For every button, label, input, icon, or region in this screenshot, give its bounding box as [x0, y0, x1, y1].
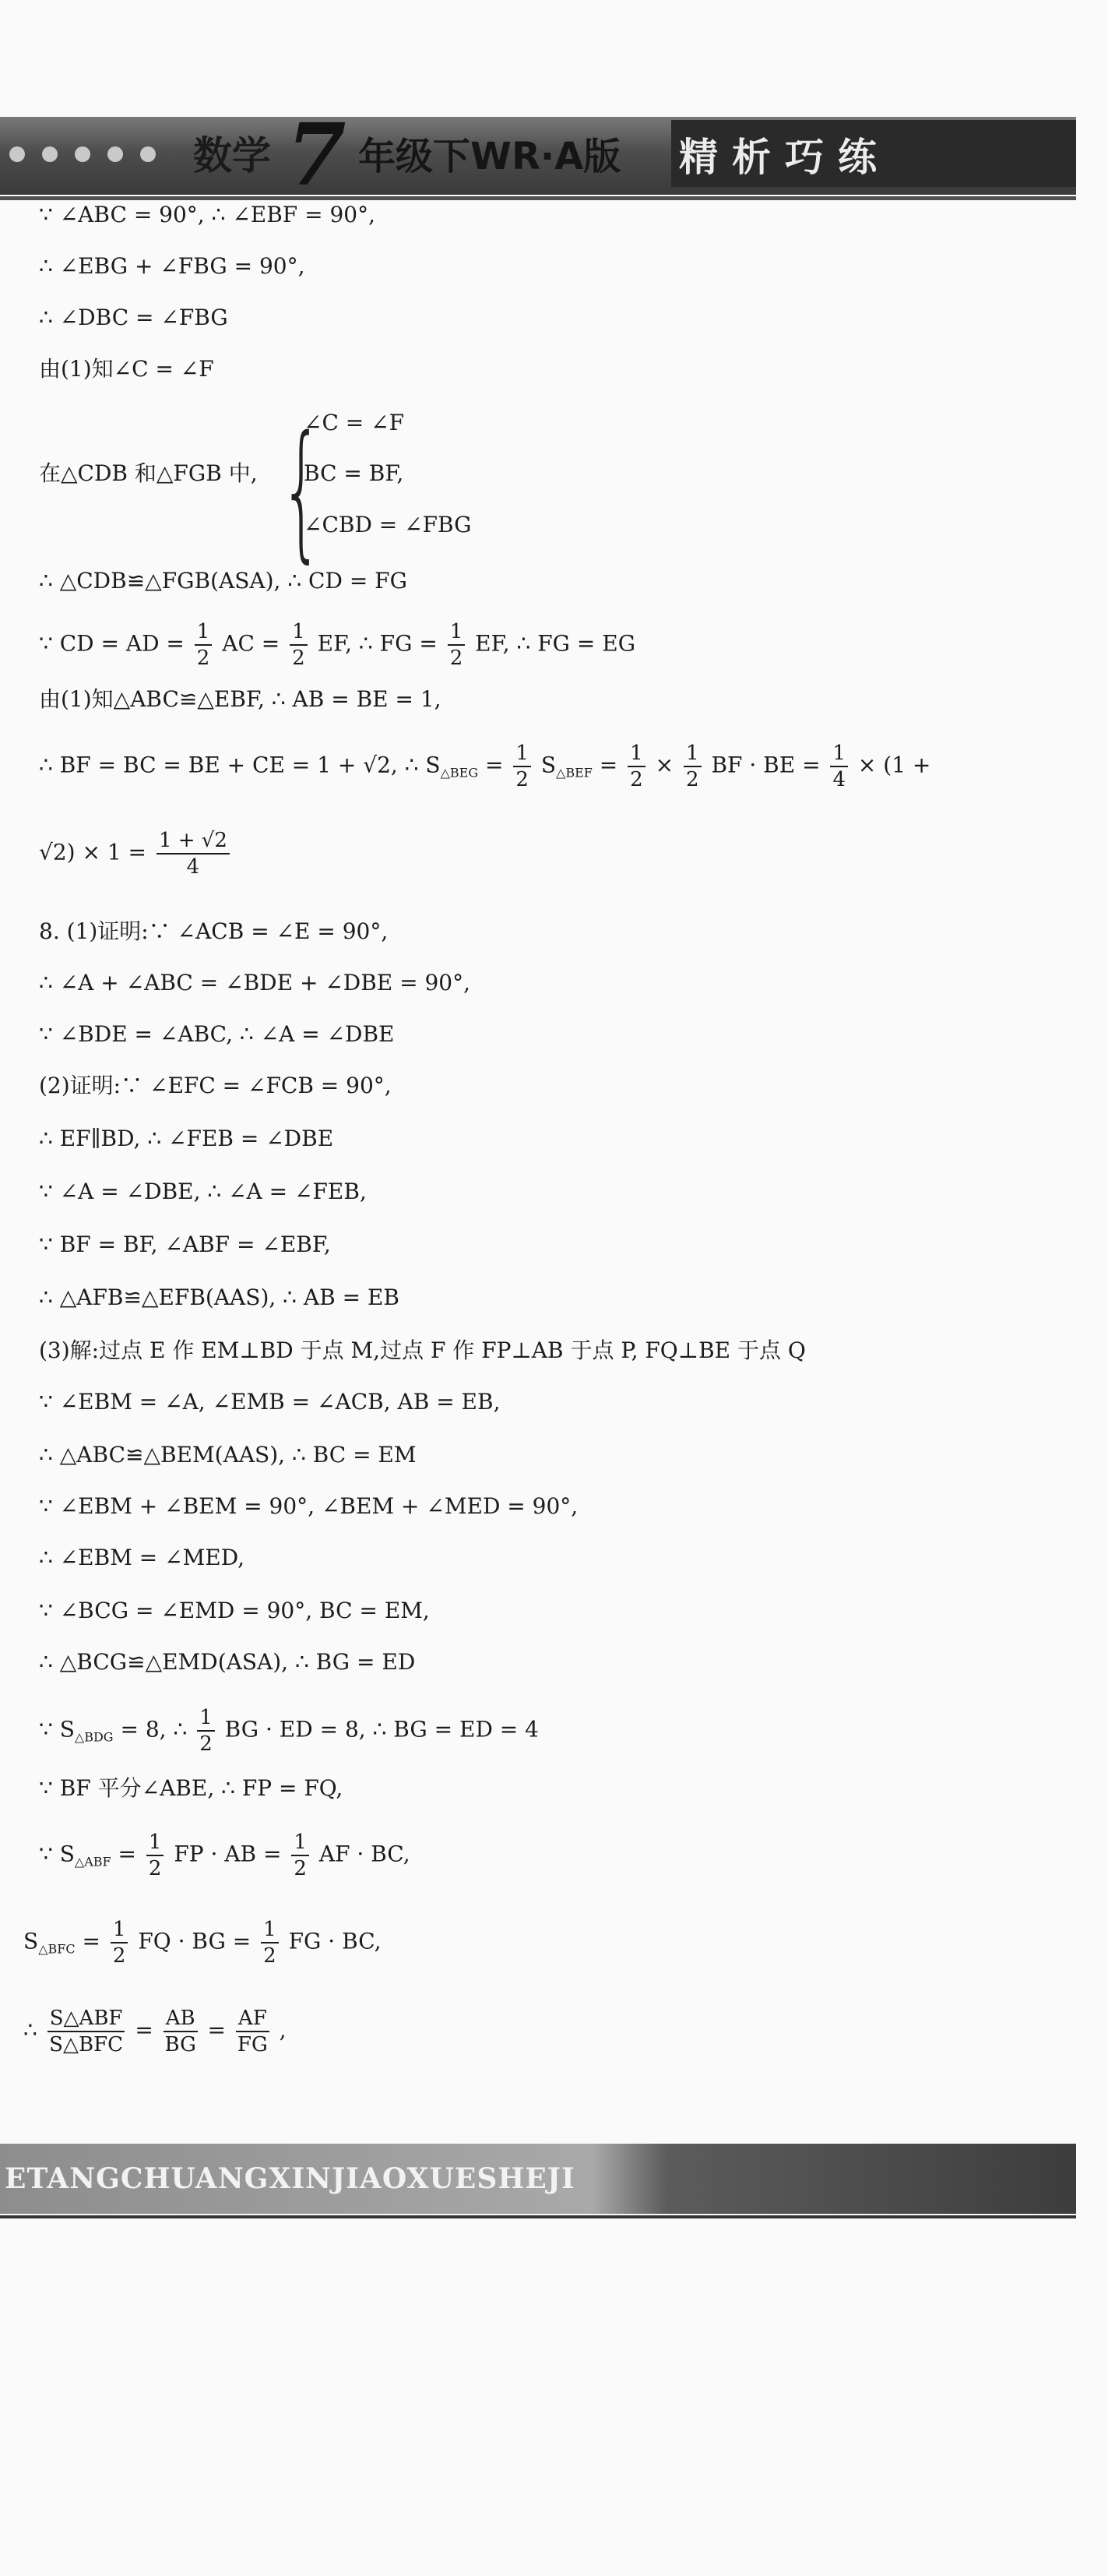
fraction — [146, 1832, 164, 1879]
solution-line — [23, 1919, 382, 1966]
dot-icon — [107, 146, 123, 162]
solution-line — [23, 2008, 287, 2055]
text-run: = — [485, 752, 504, 778]
subscript: △BDG — [74, 1729, 114, 1745]
solution-line: ∵ BF = BF, ∠ABF = ∠EBF, — [39, 1232, 331, 1257]
fraction — [291, 1832, 309, 1879]
header-rule — [0, 196, 1076, 200]
solution-line — [39, 622, 635, 668]
text-run: AF · BC, — [318, 1841, 410, 1867]
footer-pinyin: ETANGCHUANGXINJIAOXUESHEJI — [5, 2162, 575, 2195]
fraction-numerator: 1 — [197, 1707, 215, 1732]
fraction — [111, 1919, 128, 1966]
solution-line: (3)解:过点 E 作 EM⊥BD 于点 M,过点 F 作 FP⊥AB 于点 P, FQ⊥BE 于点 Q — [39, 1337, 806, 1363]
solution-line: ∴ ∠EBM = ∠MED, — [39, 1545, 245, 1570]
solution-line: ∴ △BCG≌△EMD(ASA), ∴ BG = ED — [39, 1649, 416, 1675]
text-run: , — [279, 2017, 287, 2043]
fraction — [261, 1919, 279, 1966]
text-run: √2) × 1 = — [39, 839, 147, 865]
fraction-numerator: 1 — [291, 1832, 309, 1856]
solution-line — [39, 830, 233, 877]
fraction — [157, 830, 230, 877]
fraction-denominator: S△BFC — [49, 2033, 124, 2056]
fraction-numerator: 1 — [684, 743, 702, 767]
fraction-denominator: FG — [237, 2033, 268, 2056]
solution-line: (2)证明:∵ ∠EFC = ∠FCB = 90°, — [39, 1073, 392, 1098]
edition-label: 年级下WR·A版 — [358, 135, 621, 178]
solution-line — [39, 1832, 410, 1879]
fraction — [195, 622, 213, 668]
text-run: FQ · BG = — [138, 1928, 251, 1954]
fraction-numerator: 1 — [261, 1919, 279, 1943]
solution-line: ∵ ∠EBM = ∠A, ∠EMB = ∠ACB, AB = EB, — [39, 1389, 501, 1415]
text-run: FP · AB = — [174, 1841, 282, 1867]
solution-line: ∴ △ABC≌△BEM(AAS), ∴ BC = EM — [39, 1442, 417, 1468]
fraction-numerator: 1 — [146, 1832, 164, 1856]
solution-line — [39, 743, 930, 790]
fraction-numerator: 1 — [448, 622, 466, 646]
text-run: EF, ∴ FG = EG — [475, 630, 636, 657]
dot-icon — [9, 146, 25, 162]
fraction — [830, 743, 848, 790]
decorative-dots — [9, 146, 156, 162]
fraction — [164, 2008, 198, 2055]
fraction-numerator: S△ABF — [47, 2008, 125, 2032]
solution-line — [39, 1707, 539, 1754]
fraction-denominator: BG — [164, 2033, 196, 2056]
subscript: △BEF — [556, 765, 593, 781]
text-run: = — [135, 2017, 153, 2043]
solution-line: ∵ ∠A = ∠DBE, ∴ ∠A = ∠FEB, — [39, 1179, 367, 1204]
fraction-denominator: 2 — [112, 1944, 126, 1968]
dot-icon — [140, 146, 156, 162]
fraction-numerator: AB — [164, 2008, 198, 2032]
series-title: 精析巧练 — [679, 135, 891, 180]
brace-icon: { — [280, 404, 323, 576]
text-run: BG · ED = 8, ∴ BG = ED = 4 — [224, 1716, 539, 1743]
text-run: ∵ S — [39, 1841, 75, 1867]
fraction-denominator: 2 — [686, 768, 699, 791]
fraction-numerator: 1 — [830, 743, 848, 767]
text-run: S — [23, 1928, 39, 1954]
dot-icon — [42, 146, 58, 162]
footer-banner — [0, 2144, 1076, 2214]
fraction-numerator: 1 + √2 — [157, 830, 230, 855]
fraction — [684, 743, 702, 790]
fraction-denominator: 4 — [832, 768, 846, 791]
fraction-denominator: 2 — [199, 1732, 213, 1756]
solution-line: ∵ ∠EBM + ∠BEM = 90°, ∠BEM + ∠MED = 90°, — [39, 1493, 579, 1519]
system-line: ∠CBD = ∠FBG — [304, 512, 472, 537]
text-run: × — [655, 752, 674, 778]
fraction-denominator: 2 — [196, 647, 210, 670]
fraction-numerator: 1 — [195, 622, 213, 646]
fraction-numerator: 1 — [290, 622, 308, 646]
text-run: × (1 + — [857, 752, 931, 778]
fraction — [236, 2008, 269, 2055]
text-run: EF, ∴ FG = — [317, 630, 438, 657]
text-run: = — [82, 1928, 100, 1954]
solution-line: 8. (1)证明:∵ ∠ACB = ∠E = 90°, — [39, 918, 389, 944]
text-run: ∴ — [23, 2017, 37, 2043]
solution-line: ∴ △CDB≌△FGB(ASA), ∴ CD = FG — [39, 568, 407, 594]
fraction-numerator: 1 — [513, 743, 531, 767]
solution-line: 由(1)知∠C = ∠F — [39, 356, 214, 382]
fraction-numerator: 1 — [111, 1919, 128, 1943]
system-line: BC = BF, — [304, 460, 404, 486]
fraction — [448, 622, 466, 668]
solution-line: ∵ ∠ABC = 90°, ∴ ∠EBF = 90°, — [39, 202, 376, 227]
text-run: = — [118, 1841, 136, 1867]
header-banner — [0, 117, 1076, 195]
text-run: ∵ CD = AD = — [39, 630, 185, 657]
solution-line: ∴ ∠A + ∠ABC = ∠BDE + ∠DBE = 90°, — [39, 970, 471, 996]
fraction-denominator: 2 — [148, 1857, 162, 1880]
text-run: = — [207, 2017, 227, 2043]
text-run: AC = — [222, 630, 280, 657]
fraction — [47, 2008, 125, 2055]
fraction — [513, 743, 531, 790]
grade-number: 7 — [287, 117, 346, 195]
subscript: △BEG — [440, 765, 479, 781]
subject-title: 数学 — [193, 133, 271, 178]
text-run: BF · BE = — [711, 752, 821, 778]
text-run: ∴ BF = BC = BE + CE = 1 + √2, ∴ S — [39, 752, 441, 778]
system-line: ∠C = ∠F — [304, 410, 405, 435]
solution-line: ∴ ∠EBG + ∠FBG = 90°, — [39, 253, 305, 279]
footer-rule — [0, 2215, 1076, 2218]
solution-line: ∵ BF 平分∠ABE, ∴ FP = FQ, — [39, 1775, 343, 1801]
fraction-denominator: 2 — [292, 647, 305, 670]
fraction-numerator: AF — [236, 2008, 269, 2032]
fraction — [628, 743, 645, 790]
text-run: S — [540, 752, 557, 778]
subscript: △ABF — [74, 1854, 111, 1869]
fraction-denominator: 2 — [515, 768, 529, 791]
text-run: = 8, ∴ — [120, 1716, 188, 1743]
text-run: ∵ S — [39, 1716, 75, 1743]
solution-line: 由(1)知△ABC≌△EBF, ∴ AB = BE = 1, — [39, 686, 441, 712]
text-run: FG · BC, — [288, 1928, 382, 1954]
fraction-denominator: 2 — [449, 647, 463, 670]
fraction — [290, 622, 308, 668]
subscript: △BFC — [38, 1941, 76, 1957]
fraction-denominator: 2 — [263, 1944, 276, 1968]
dot-icon — [75, 146, 90, 162]
solution-line: ∵ ∠BCG = ∠EMD = 90°, BC = EM, — [39, 1598, 430, 1623]
fraction-denominator: 4 — [186, 855, 200, 879]
solution-line: ∴ △AFB≌△EFB(AAS), ∴ AB = EB — [39, 1284, 399, 1310]
solution-line: ∵ ∠BDE = ∠ABC, ∴ ∠A = ∠DBE — [39, 1021, 395, 1047]
fraction-denominator: 2 — [630, 768, 643, 791]
fraction-numerator: 1 — [628, 743, 645, 767]
fraction — [197, 1707, 215, 1754]
solution-line: ∴ EF∥BD, ∴ ∠FEB = ∠DBE — [39, 1126, 334, 1151]
text-run: = — [599, 752, 618, 778]
fraction-denominator: 2 — [294, 1857, 307, 1880]
solution-line: 在△CDB 和△FGB 中, — [39, 460, 258, 486]
solution-line: ∴ ∠DBC = ∠FBG — [39, 305, 228, 330]
